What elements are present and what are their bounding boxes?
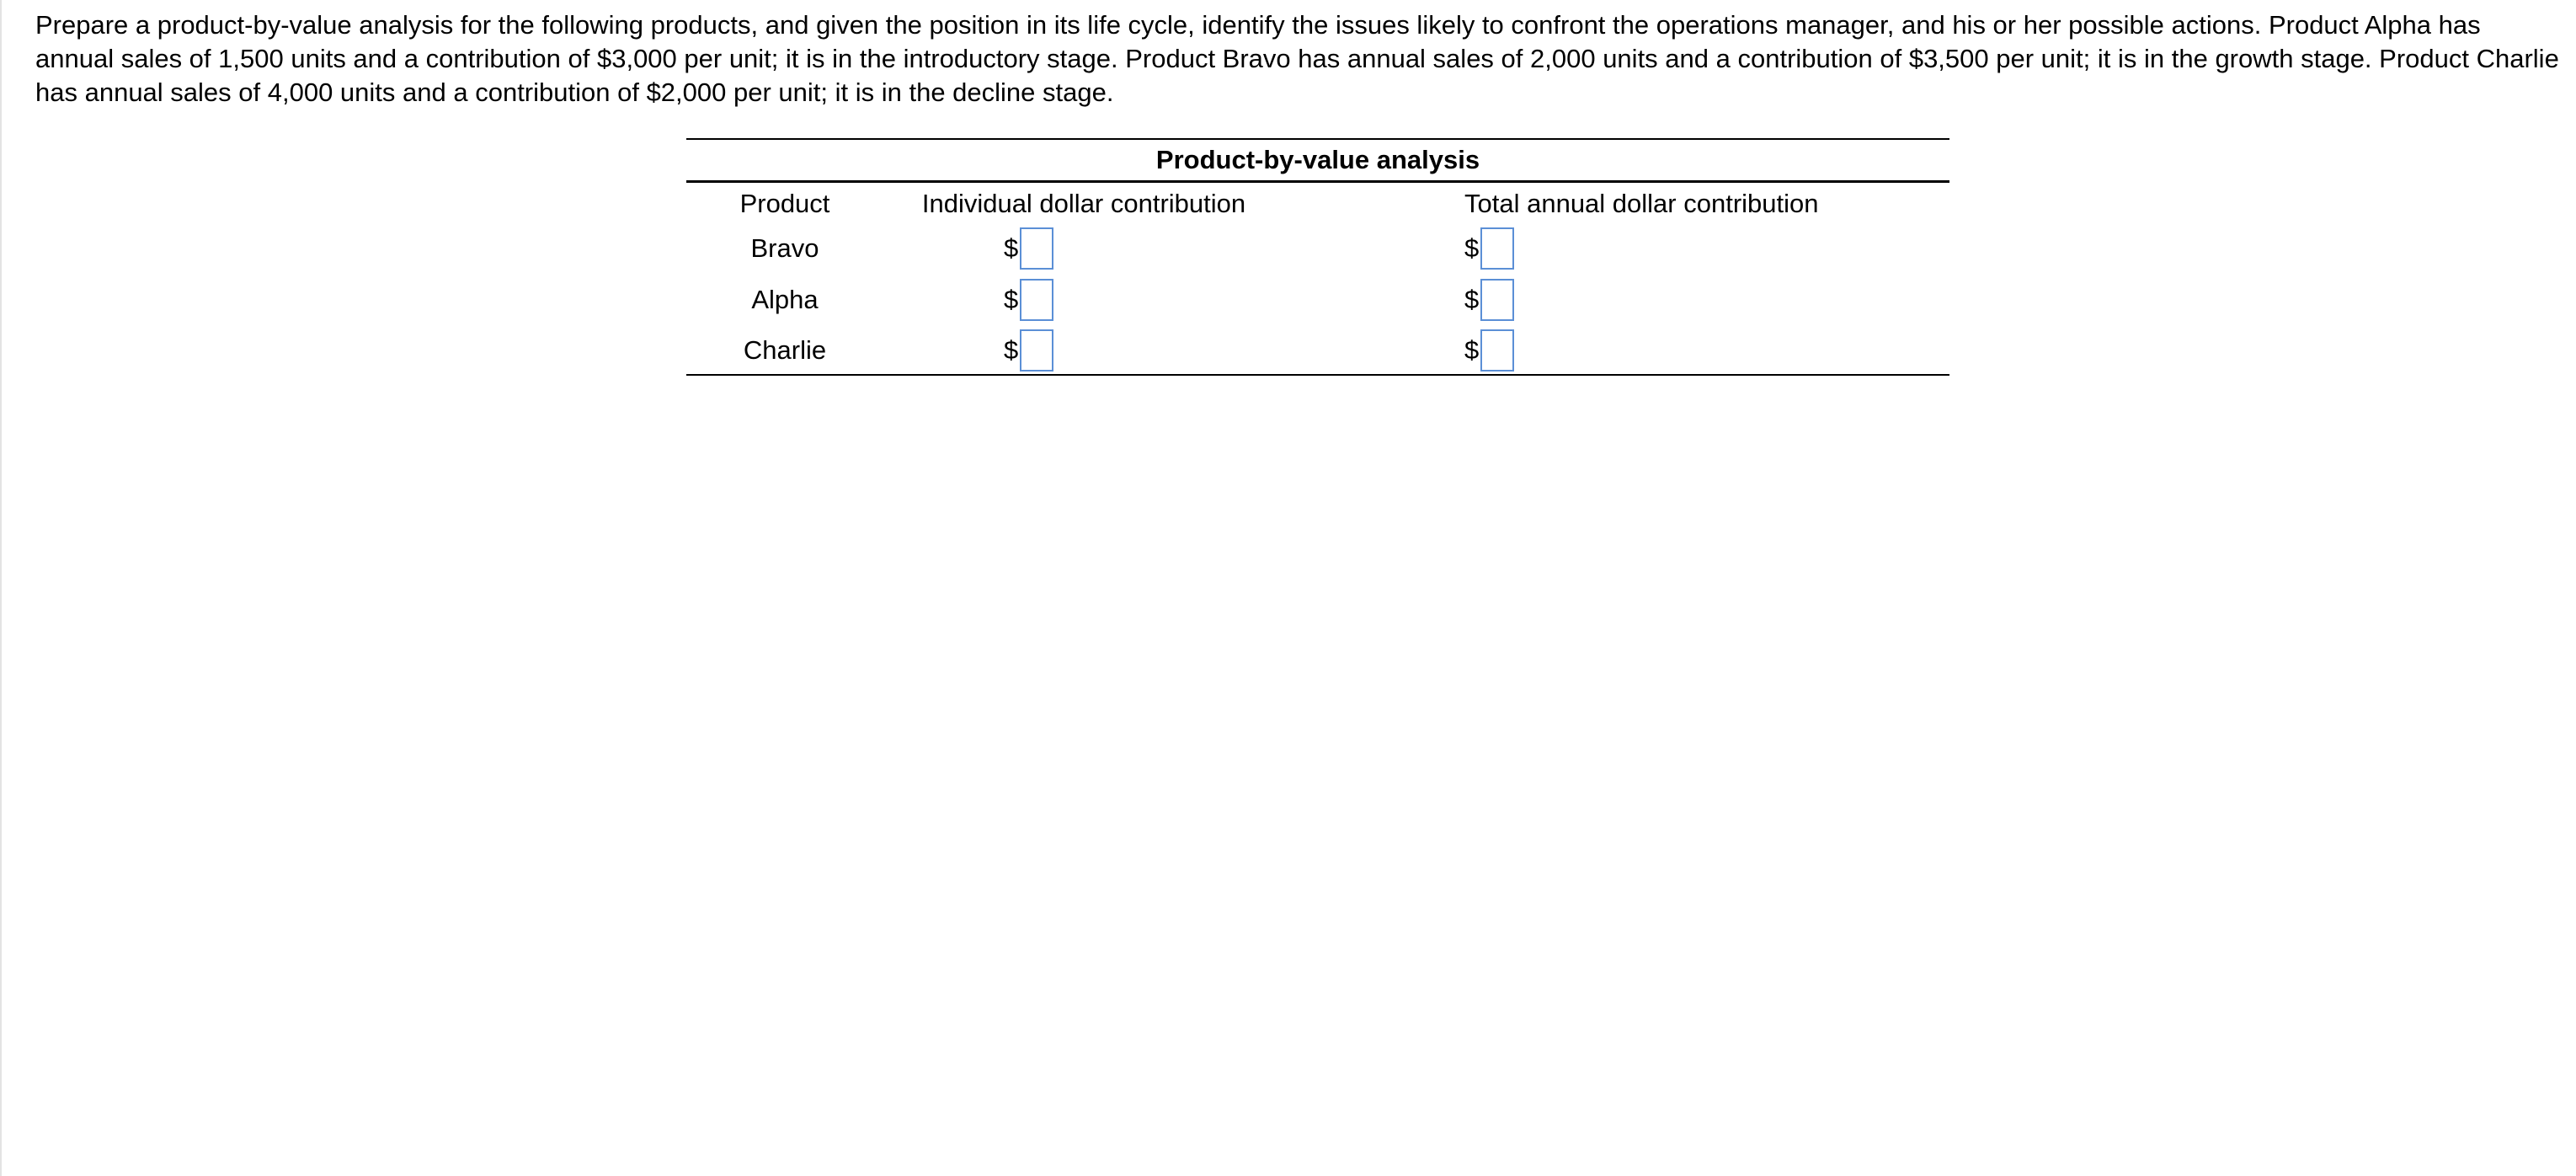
individual-contribution-input[interactable]: [1020, 279, 1053, 321]
individual-contribution-cell: [1004, 276, 1053, 323]
product-name: Alpha: [751, 285, 819, 314]
total-contribution-input[interactable]: [1480, 279, 1514, 321]
page-left-border: [0, 0, 2, 1176]
dollar-sign: $: [1004, 285, 1019, 314]
table-row: [686, 327, 1949, 374]
header-total-contribution: Total annual dollar contribution: [1464, 189, 1819, 218]
individual-contribution-cell: [1004, 327, 1053, 374]
dollar-sign: $: [1004, 335, 1019, 365]
table-caption: Product-by-value analysis: [1155, 145, 1480, 174]
product-by-value-table: [686, 138, 1949, 365]
individual-contribution-input[interactable]: [1020, 329, 1053, 372]
dollar-sign: $: [1464, 335, 1480, 365]
individual-contribution-input[interactable]: [1020, 227, 1053, 270]
table-row: [686, 276, 1949, 323]
total-contribution-input[interactable]: [1480, 227, 1514, 270]
header-individual-contribution: Individual dollar contribution: [921, 189, 1246, 218]
total-contribution-cell: [1464, 225, 1514, 272]
dollar-sign: $: [1464, 233, 1480, 263]
table-bottom-rule: [686, 374, 1949, 376]
individual-contribution-cell: [1004, 225, 1053, 272]
total-contribution-cell: [1464, 327, 1514, 374]
product-name: Charlie: [743, 335, 827, 365]
table-header-row: [686, 180, 1949, 227]
question-text: Prepare a product-by-value analysis for the following products, and given the position in its life cycle, identify the issues likely to confront the operations manager, and his or her possible actions. Product Alpha has annual sales of 1,500 units and a contribution of $3,000 per unit; it is in the introductory stage. Product Bravo has annual sales of 2,000 units and a contribution of $3,500 per unit; it is in the growth stage. Product Charlie has annual sales of 4,000 units and a contribution of $2,000 per unit; it is in the decline stage.: [35, 10, 2559, 107]
dollar-sign: $: [1464, 285, 1480, 314]
table-row: [686, 225, 1949, 272]
total-contribution-cell: [1464, 276, 1514, 323]
product-name: Bravo: [750, 233, 819, 263]
total-contribution-input[interactable]: [1480, 329, 1514, 372]
header-product: Product: [739, 189, 830, 218]
dollar-sign: $: [1004, 233, 1019, 263]
